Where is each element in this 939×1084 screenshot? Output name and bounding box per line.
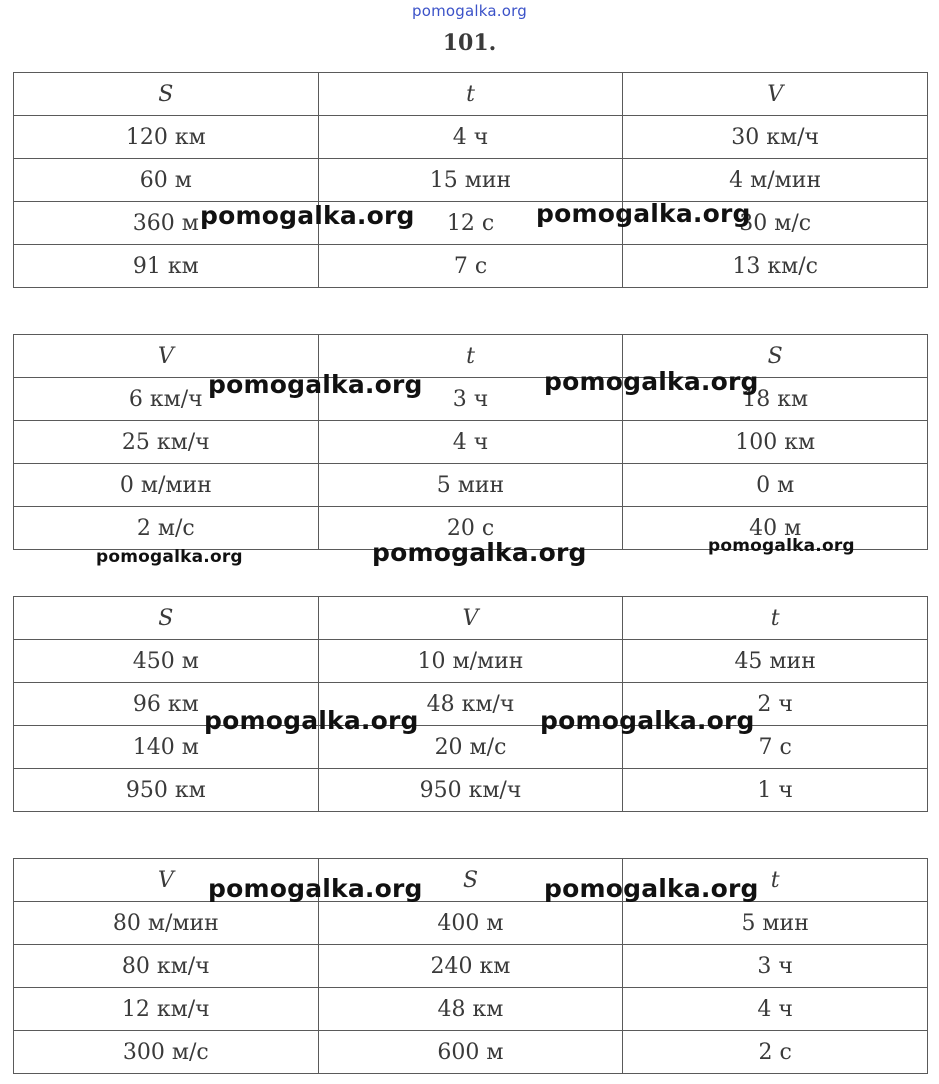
- table-cell: 91 км: [14, 245, 319, 288]
- table-cell: 240 км: [318, 945, 623, 988]
- table-cell: 48 км/ч: [318, 683, 623, 726]
- table-cell: 360 м: [14, 202, 319, 245]
- watermark: pomogalka.org: [96, 547, 243, 567]
- table-cell: 300 м/с: [14, 1031, 319, 1074]
- table-cell: 40 м: [623, 507, 928, 550]
- table-cell: 18 км: [623, 378, 928, 421]
- table-row: [14, 902, 928, 945]
- table-row: [14, 116, 928, 159]
- table-cell: 3 ч: [318, 378, 623, 421]
- table-cell: 20 м/с: [318, 726, 623, 769]
- table-cell: 4 ч: [623, 988, 928, 1031]
- table-cell: 13 км/с: [623, 245, 928, 288]
- table-cell: 120 км: [14, 116, 319, 159]
- table-row: [14, 378, 928, 421]
- header-cell: S: [14, 73, 319, 116]
- watermark: pomogalka.org: [208, 370, 423, 399]
- table-row: [14, 202, 928, 245]
- table-cell: 950 км/ч: [318, 769, 623, 812]
- task-number: 101.: [442, 30, 497, 56]
- table-cell: 6 км/ч: [14, 378, 319, 421]
- table-cell: 60 м: [14, 159, 319, 202]
- header-cell: t: [318, 335, 623, 378]
- watermark: pomogalka.org: [708, 536, 855, 556]
- table-cell: 2 м/с: [14, 507, 319, 550]
- table-cell: 7 с: [623, 726, 928, 769]
- table-cell: 1 ч: [623, 769, 928, 812]
- table-header-row: [14, 73, 928, 116]
- watermark: pomogalka.org: [200, 201, 415, 230]
- table-cell: 100 км: [623, 421, 928, 464]
- table-row: [14, 159, 928, 202]
- table-cell: 450 м: [14, 640, 319, 683]
- table-cell: 2 с: [623, 1031, 928, 1074]
- table-cell: 96 км: [14, 683, 319, 726]
- data-table: [13, 596, 928, 812]
- table-header-row: [14, 597, 928, 640]
- table-header-row: [14, 859, 928, 902]
- table-cell: 0 м/мин: [14, 464, 319, 507]
- table-cell: 48 км: [318, 988, 623, 1031]
- table-header-row: [14, 335, 928, 378]
- table-cell: 15 мин: [318, 159, 623, 202]
- header-cell: t: [318, 73, 623, 116]
- table-row: [14, 769, 928, 812]
- table-cell: 5 мин: [623, 902, 928, 945]
- table-cell: 80 м/мин: [14, 902, 319, 945]
- table-cell: 25 км/ч: [14, 421, 319, 464]
- table-cell: 30 км/ч: [623, 116, 928, 159]
- table-cell: 4 ч: [318, 421, 623, 464]
- table-cell: 7 с: [318, 245, 623, 288]
- header-cell: V: [318, 597, 623, 640]
- watermark: pomogalka.org: [372, 538, 587, 567]
- watermark: pomogalka.org: [204, 706, 419, 735]
- table-cell: 45 мин: [623, 640, 928, 683]
- watermark: pomogalka.org: [544, 874, 759, 903]
- table-row: [14, 988, 928, 1031]
- data-table: [13, 858, 928, 1074]
- header-cell: S: [623, 335, 928, 378]
- header-cell: S: [318, 859, 623, 902]
- table-row: [14, 945, 928, 988]
- table-cell: 4 ч: [318, 116, 623, 159]
- header-cell: V: [623, 73, 928, 116]
- header-cell: t: [623, 597, 928, 640]
- table-row: [14, 683, 928, 726]
- table-row: [14, 245, 928, 288]
- table-cell: 950 км: [14, 769, 319, 812]
- table-cell: 20 с: [318, 507, 623, 550]
- table-row: [14, 640, 928, 683]
- table-cell: 3 ч: [623, 945, 928, 988]
- table-cell: 140 м: [14, 726, 319, 769]
- header-cell: t: [623, 859, 928, 902]
- table-cell: 4 м/мин: [623, 159, 928, 202]
- table-cell: 80 км/ч: [14, 945, 319, 988]
- watermark: pomogalka.org: [208, 874, 423, 903]
- watermark: pomogalka.org: [536, 199, 751, 228]
- header-cell: V: [14, 335, 319, 378]
- table-row: [14, 1031, 928, 1074]
- table-cell: 12 км/ч: [14, 988, 319, 1031]
- table-cell: 5 мин: [318, 464, 623, 507]
- watermark: pomogalka.org: [540, 706, 755, 735]
- table-cell: 30 м/с: [623, 202, 928, 245]
- header-cell: V: [14, 859, 319, 902]
- table-cell: 400 м: [318, 902, 623, 945]
- table-cell: 12 с: [318, 202, 623, 245]
- watermark: pomogalka.org: [544, 367, 759, 396]
- table-cell: 0 м: [623, 464, 928, 507]
- data-table: [13, 72, 928, 288]
- header-cell: S: [14, 597, 319, 640]
- table-cell: 600 м: [318, 1031, 623, 1074]
- table-row: [14, 464, 928, 507]
- table-cell: 2 ч: [623, 683, 928, 726]
- table-cell: 10 м/мин: [318, 640, 623, 683]
- table-row: [14, 726, 928, 769]
- data-table: [13, 334, 928, 550]
- table-row: [14, 421, 928, 464]
- site-header-link[interactable]: pomogalka.org: [412, 2, 527, 20]
